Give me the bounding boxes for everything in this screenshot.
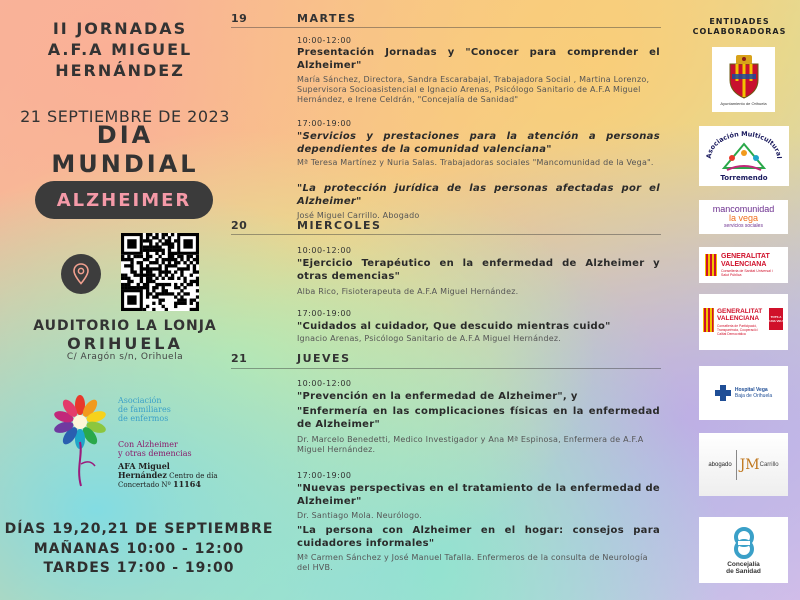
jornadas-line-1: II JORNADAS	[52, 19, 188, 38]
collaborators-title-line-2: COLABORADORAS	[692, 27, 787, 36]
day-20-talk-1-speakers: Alba Rico, Fisioterapeuta de A.F.A Miguel Hernández.	[297, 287, 519, 296]
association-subtitle	[118, 440, 228, 458]
mancomunidad-servicios: servicios sociales	[724, 223, 763, 229]
schedule-days: DÍAS 19,20,21 DE SEPTIEMBRE	[4, 521, 274, 537]
association-name	[118, 396, 228, 423]
day-21-name: JUEVES	[297, 352, 351, 365]
gv1-department: Conselleria de Sanitat Universal i Salut Pública	[721, 269, 773, 277]
gv1-line-1: GENERALITAT	[721, 253, 770, 260]
day-19-talk-3-speakers: José Miguel Carrillo. Abogado	[297, 211, 420, 220]
day-20-morning-time: 10:00-12:00	[297, 246, 352, 255]
torremendo-name: Torremendo	[720, 174, 768, 182]
day-21-talk-3-speakers: Mª Carmen Sánchez y José Manuel Tafalla. Enfermeros de la consulta de Neurología del HVB.	[297, 553, 648, 572]
hospital-vega-baja-logo	[699, 366, 788, 420]
venue-address: C/ Aragón s/n, Orihuela	[66, 352, 184, 362]
hospital-cross-icon	[715, 385, 731, 401]
gv2-department: Conselleria de Participació, Transparència, Cooperació i Calitat Democràtica	[717, 324, 759, 336]
torremendo-logo	[699, 126, 789, 186]
day-19-afternoon-time: 17:00-19:00	[297, 119, 352, 128]
sanidad-line-2: de Sanidad	[726, 568, 761, 575]
day-21-divider	[231, 368, 661, 369]
gv1-line-2: VALENCIANA	[721, 261, 767, 268]
day-19-talk-2: "Servicios y prestaciones para la atención a personas dependientes de la comunidad valenciana"	[297, 131, 660, 155]
association-sub-line-2: y otras demencias	[118, 449, 192, 458]
tots-a-una-veu-label: TOTS A UNA VEU	[769, 315, 783, 323]
event-date: 21 SEPTIEMBRE DE 2023	[20, 107, 230, 126]
hospital-line-2: Baja de Orihuela	[734, 393, 773, 399]
afa-line-1: AFA Miguel	[118, 461, 170, 471]
day-19-talk-3: "La protección jurídica de las personas afectadas por el Alzheimer"	[297, 183, 660, 207]
day-20-talk-2-speakers: Ignacio Arenas, Psicólogo Sanitario de A.F.A Miguel Hernández.	[297, 334, 561, 343]
afa-line-2: Hernández	[118, 470, 167, 480]
mundial-word: MUNDIAL	[51, 150, 199, 178]
left-column	[0, 0, 274, 600]
tots-a-una-veu-badge	[769, 308, 783, 330]
day-21-talk-1-speakers: Dr. Marcelo Benedetti, Medico Investigador y Ana Mª Espinosa, Enfermera de A.F.A Miguel Hernández.	[297, 435, 644, 454]
association-name-line-3: de enfermos	[118, 414, 169, 423]
mancomunidad-word: mancomunidad	[712, 204, 775, 214]
day-19-talk-1: Presentación Jornadas y "Conocer para comprender el Alzheimer"	[297, 47, 660, 71]
mancomunidad-logo	[699, 200, 788, 234]
coat-of-arms-icon	[724, 54, 764, 100]
orihuela-council-logo	[712, 47, 775, 112]
generalitat-flag-icon	[705, 254, 717, 276]
abogado-name: Carrillo	[759, 461, 779, 468]
day-19-number: 19	[231, 12, 248, 25]
dia-word: DIA	[96, 121, 154, 149]
mancomunidad-la-vega: la vega	[728, 213, 759, 223]
day-19-name: MARTES	[297, 12, 357, 25]
jornadas-line-3: HERNÁNDEZ	[55, 61, 185, 80]
association-sub-line-1: Con Alzheimer	[118, 440, 178, 449]
collaborators-title-line-1: ENTIDADES	[709, 17, 770, 26]
day-21-talk-1a: "Prevención en la enfermedad de Alzheimer", y	[297, 391, 578, 402]
generalitat-sanitat-logo	[699, 247, 788, 283]
sanidad-line-1: Concejalía	[727, 561, 760, 568]
torremendo-arc-text: Asociación Multicultural	[704, 129, 784, 159]
hospital-line-1: Hospital Vega	[734, 387, 768, 393]
day-20-talk-2: "Cuidados al cuidador, Que descuido mientras cuido"	[297, 321, 611, 332]
gv2-line-2: VALENCIANA	[717, 315, 760, 322]
abogado-word: abogado	[708, 461, 732, 468]
sanidad-emblem-icon	[726, 525, 762, 561]
day-21-talk-2-speakers: Dr. Santiago Mola. Neurólogo.	[297, 511, 422, 520]
gv2-line-1: GENERALITAT	[717, 308, 763, 315]
day-20-name: MIERCOLES	[297, 219, 382, 232]
day-21-talk-2: "Nuevas perspectivas en el tratamiento de la enfermedad de Alzheimer"	[297, 483, 660, 507]
day-19-divider	[231, 27, 661, 28]
day-19-talk-1-speakers: María Sánchez, Directora, Sandra Escarabajal, Trabajadora Social , Martina Lorenzo, Supervisora Socioasistencial e Ignacio Arenas, Psicólogo Sanitario de A.F.A Miguel Hernández, e Irene Celdrán, "Concejalía de Sanidad"	[297, 75, 650, 104]
day-21-talk-1b: "Enfermería en las complicaciones físicas en la enfermedad de Alzheimer"	[297, 406, 660, 430]
association-name-line-2: de familiares	[118, 405, 171, 414]
afa-number: 11164	[173, 479, 201, 489]
day-19-morning-time: 10:00-12:00	[297, 36, 352, 45]
venue-name: AUDITORIO LA LONJA	[33, 318, 217, 334]
day-20-talk-1: "Ejercicio Terapéutico en la enfermedad de Alzheimer y otras demencias"	[297, 258, 660, 282]
venue-city: ORIHUELA	[67, 334, 183, 353]
concejalia-sanidad-logo	[699, 517, 788, 583]
alzheimer-badge	[35, 181, 213, 219]
collaborators-title	[682, 17, 797, 37]
day-20-afternoon-time: 17:00-19:00	[297, 309, 352, 318]
abogado-divider	[736, 450, 737, 480]
day-21-talk-3: "La persona con Alzheimer en el hogar: consejos para cuidadores informales"	[297, 525, 660, 549]
jornadas-title	[30, 18, 210, 81]
location-pin-icon	[61, 254, 101, 294]
schedule-morning: MAÑANAS 10:00 - 12:00	[33, 541, 245, 557]
abogado-carrillo-logo	[699, 433, 788, 496]
day-20-number: 20	[231, 219, 248, 232]
generalitat-flag-icon-2	[703, 308, 714, 332]
afa-centro: Centro de día	[169, 472, 218, 480]
association-afa	[118, 462, 228, 489]
day-21-morning-time: 10:00-12:00	[297, 379, 352, 388]
day-19-talk-2-speakers: Mª Teresa Martínez y Nuria Salas. Trabajadoras sociales "Mancomunidad de la Vega".	[297, 158, 654, 167]
association-name-line-1: Asociación	[118, 396, 162, 405]
alzheimer-label: ALZHEIMER	[56, 189, 192, 211]
jornadas-line-2: A.F.A MIGUEL	[47, 40, 193, 59]
day-21-afternoon-time: 17:00-19:00	[297, 471, 352, 480]
afa-concertado: Concertado Nº	[118, 481, 171, 489]
qr-code[interactable]	[121, 233, 199, 311]
day-20-divider	[231, 234, 661, 235]
abogado-initials: JM	[739, 456, 760, 473]
torremendo-emblem-icon	[699, 126, 789, 186]
dia-mundial-title	[20, 121, 230, 179]
flower-logo-icon	[40, 390, 120, 490]
day-21-number: 21	[231, 352, 248, 365]
generalitat-participacio-logo	[699, 294, 788, 350]
orihuela-caption: Ayuntamiento de Orihuela	[720, 100, 767, 106]
schedule-afternoon: TARDES 17:00 - 19:00	[43, 560, 235, 576]
